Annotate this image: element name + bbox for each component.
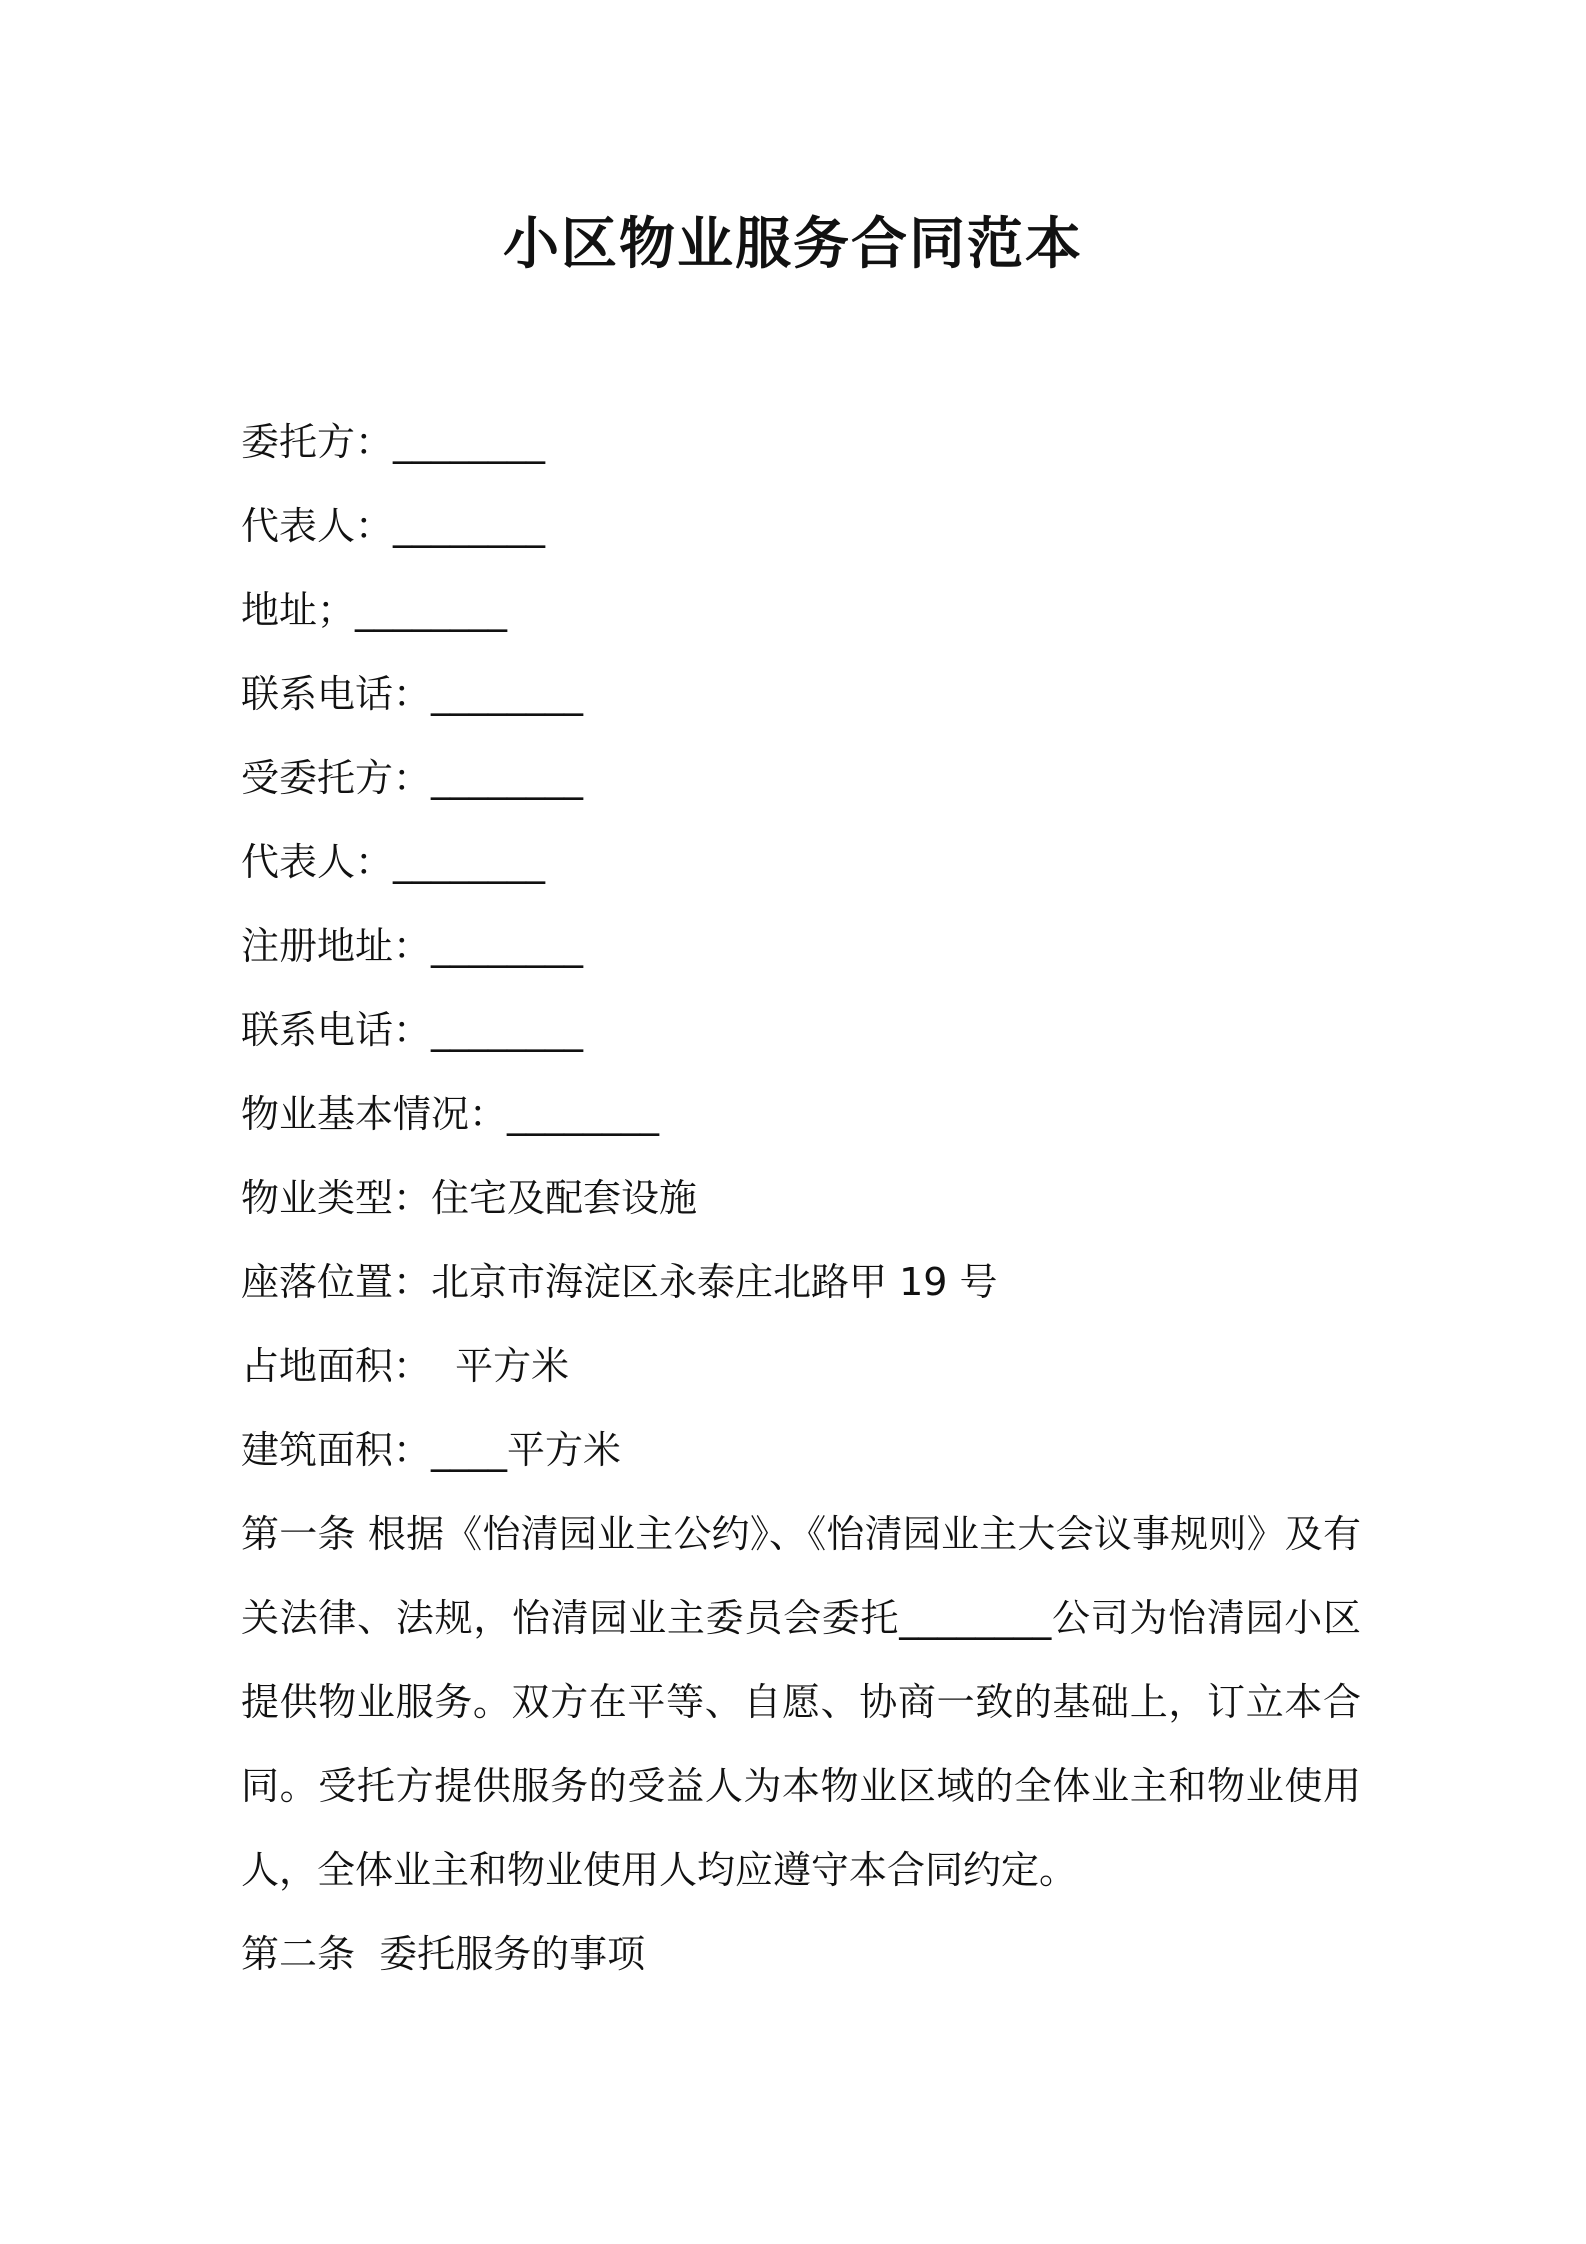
- field-contractor-representative: 代表人：________: [241, 840, 546, 884]
- field-registered-address: 注册地址：________: [241, 924, 584, 968]
- field-client: 委托方：________: [241, 420, 546, 464]
- field-land-area: 占地面积： 平方米: [241, 1344, 570, 1388]
- field-contractor: 受委托方：________: [241, 756, 584, 800]
- field-location: 座落位置：北京市海淀区永泰庄北路甲 19 号: [241, 1260, 998, 1304]
- field-client-representative: 代表人：________: [241, 504, 546, 548]
- document-body: [241, 400, 1361, 1996]
- field-client-phone: 联系电话：________: [241, 672, 584, 716]
- field-building-area: 建筑面积：____平方米: [241, 1428, 622, 1472]
- field-property-basic-info: 物业基本情况：________: [241, 1092, 660, 1136]
- document-title: 小区物业服务合同范本: [503, 212, 1083, 277]
- field-client-address: 地址；________: [241, 588, 508, 632]
- article-2-heading: 第二条 委托服务的事项: [241, 1932, 646, 1976]
- field-contractor-phone: 联系电话：________: [241, 1008, 584, 1052]
- article-1: 第一条 根据《怡清园业主公约》、《怡清园业主大会议事规则》及有关法律、法规，怡清园业主委员会委托________公司为怡清园小区提供物业服务。双方在平等、自愿、协商一致的基础上，订立本合同。受托方提供服务的受益人为本物业区域的全体业主和物业使用人，全体业主和物业使用人均应遵守本合同约定。: [241, 1512, 1361, 1892]
- field-property-type: 物业类型：住宅及配套设施: [241, 1176, 698, 1220]
